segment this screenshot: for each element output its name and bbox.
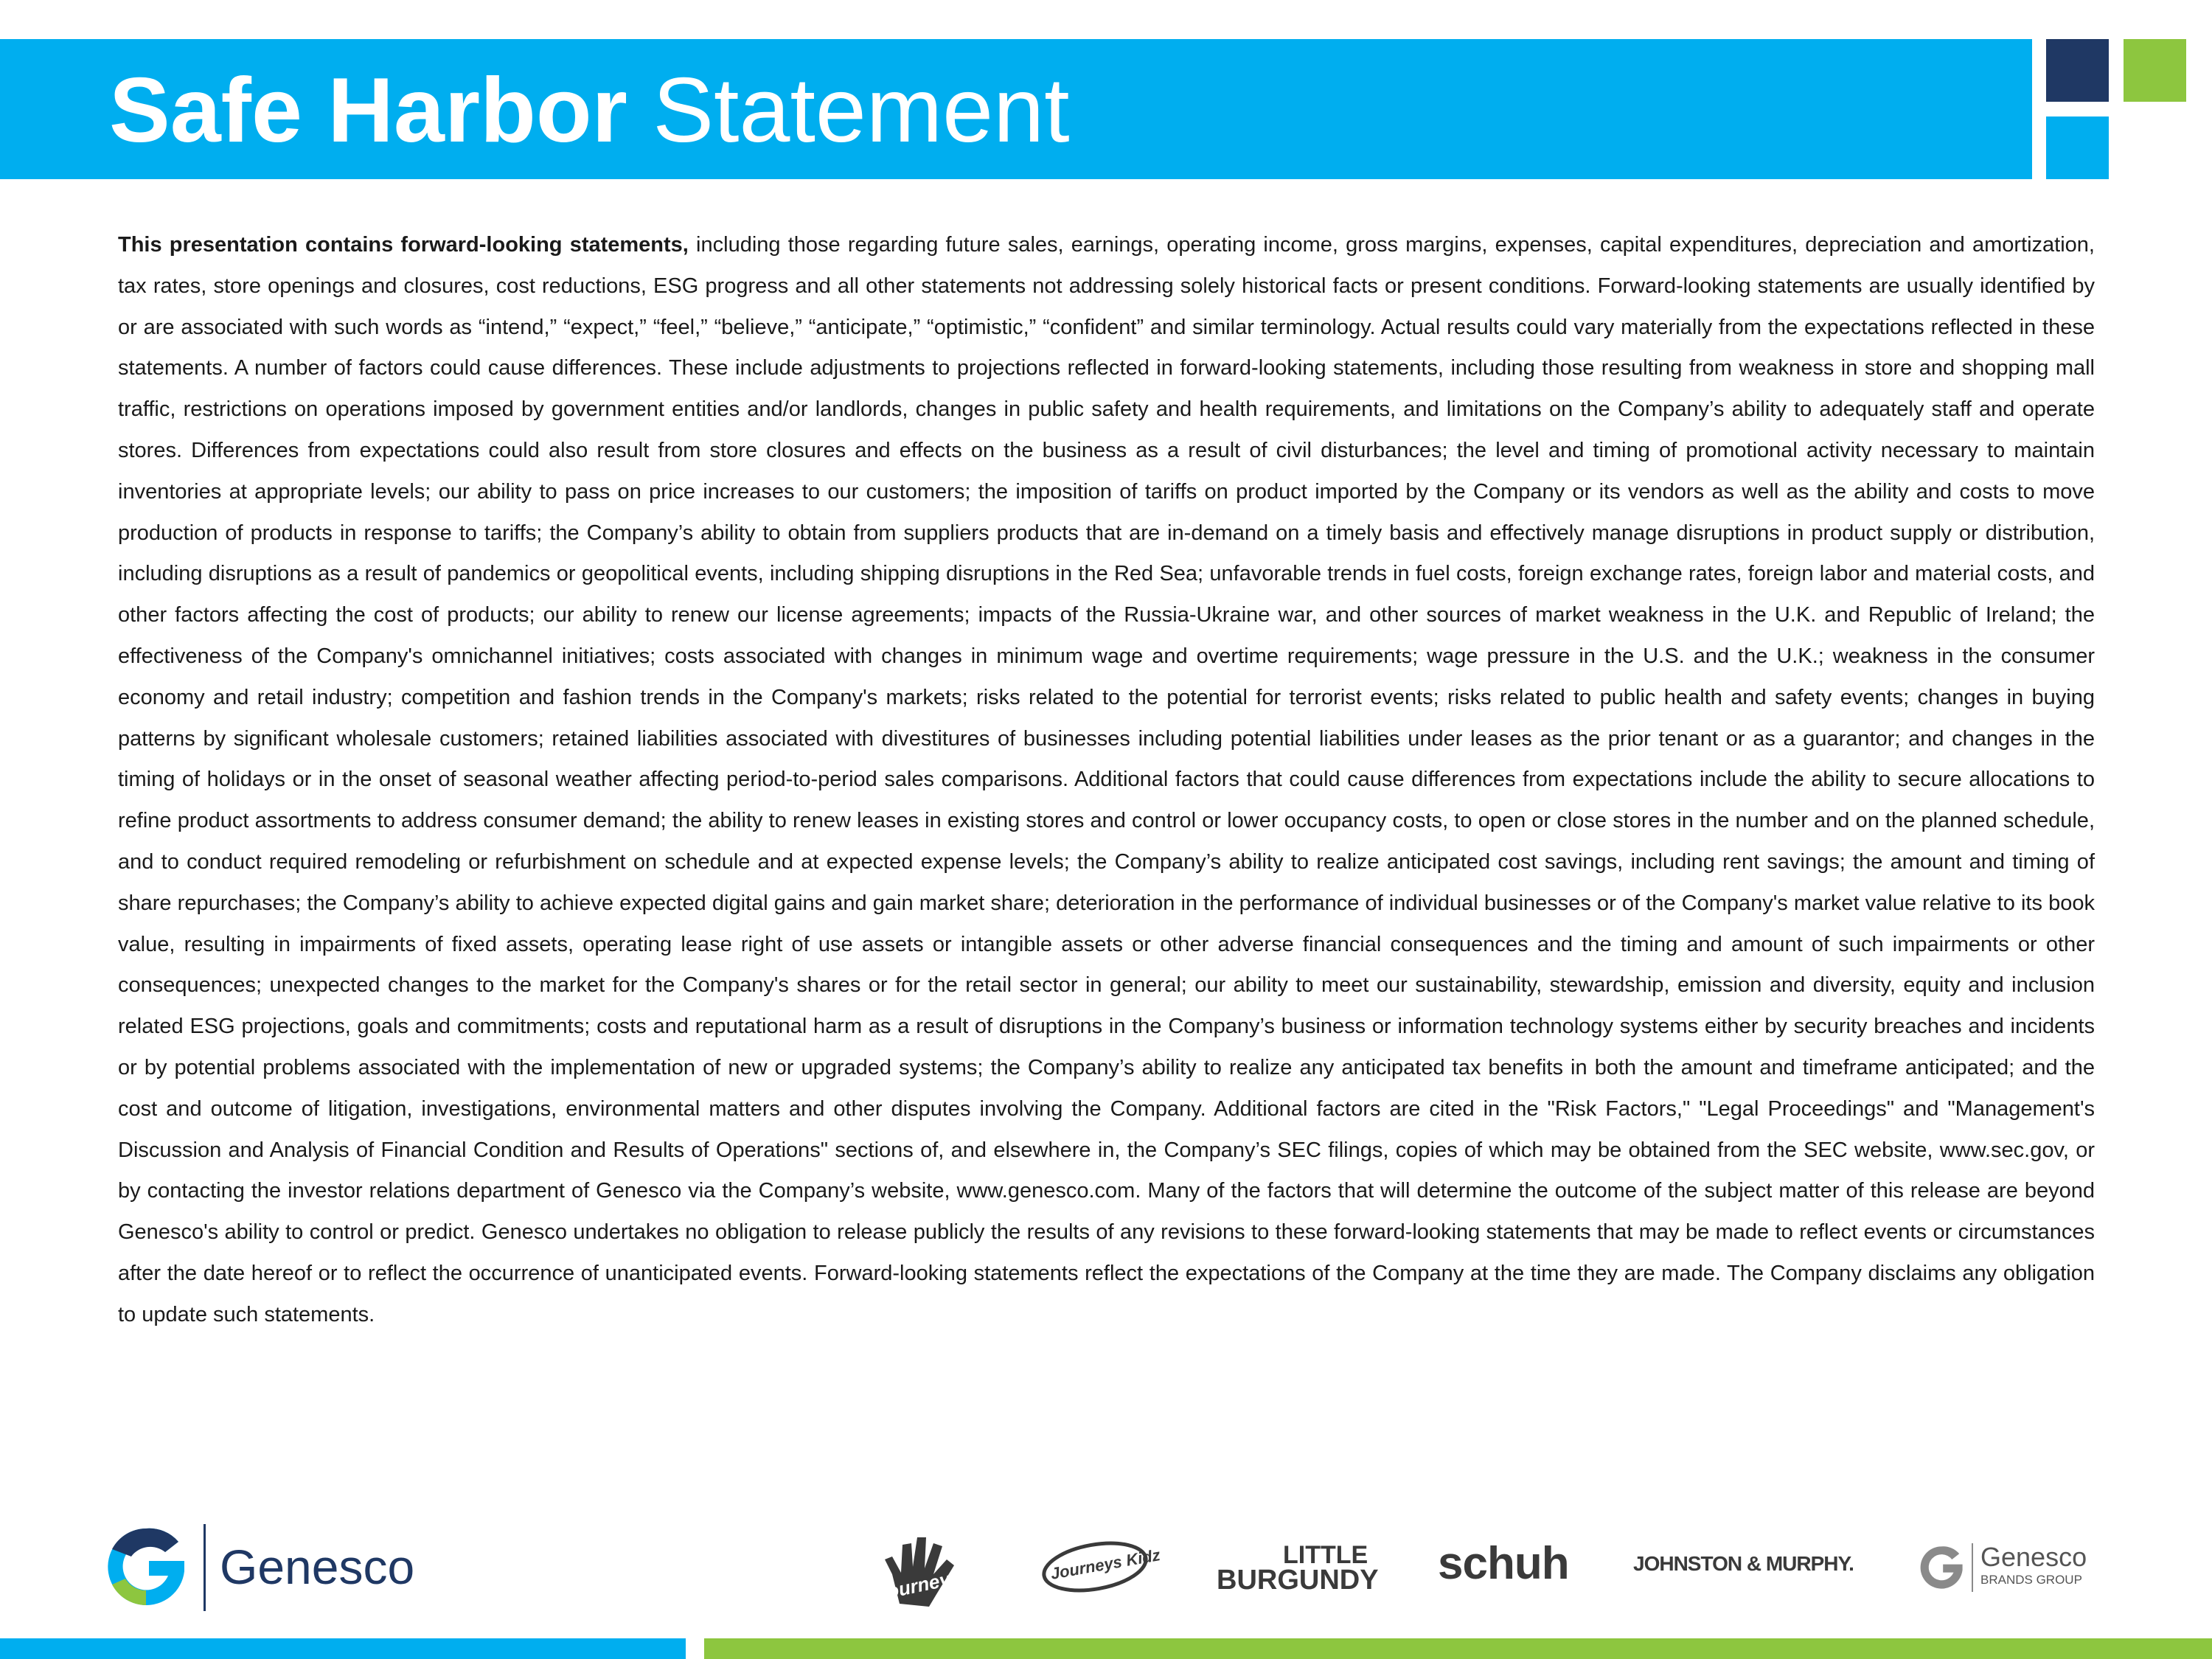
lead-sentence: This presentation contains forward-looking statements,: [118, 233, 689, 257]
journeys-wordmark: Journeys: [874, 1565, 963, 1605]
statement-text: including those regarding future sales, earnings, operating income, gross margins, expenses, capital expenditures, depreciation and amortization, tax rates, store openings and closures, cost reductions, ESG progress and all other statements not addressing solely historical facts or present conditions. Forward-looking statements are usually identified by or are associated with such words as “intend,” “expect,” “feel,” “believe,” “anticipate,” “optimistic,” “confident” and similar terminology. Actual results could vary materially from the expectations reflected in these statements. A number of factors could cause differences. These include adjustments to projections reflected in forward-looking statements, including those resulting from weakness in store and shopping mall traffic, restrictions on operations imposed by government entities and/or landlords, changes in public safety and health requirements, and limitations on the Company’s ability to adequately staff and operate stores. Differences from expectations could also result from store closures and effects on the business as a result of civil disturbances; the level and timing of promotional activity necessary to maintain inventories at appropriate levels; our ability to pass on price increases to our customers; the imposition of tariffs on product imported by the Company or its vendors as well as the ability and costs to move production of products in response to tariffs; the Company’s ability to obtain from suppliers products that are in-demand on a timely basis and effectively manage disruptions in product supply or distribution, including disruptions as a result of pandemics or geopolitical events, including shipping disruptions in the Red Sea; unfavorable trends in fuel costs, foreign exchange rates, foreign labor and material costs, and other factors affecting the cost of products; our ability to renew our license agreements; impacts of the Russia-Ukraine war, and other sources of market weakness in the U.K. and Republic of Ireland; the effectiveness of the Company's omnichannel initiatives; costs associated with changes in minimum wage and overtime requirements; wage pressure in the U.S. and the U.K.; weakness in the consumer economy and retail industry; competition and fashion trends in the Company's markets; risks related to the potential for terrorist events; risks related to public health and safety events; changes in buying patterns by significant wholesale customers; retained liabilities associated with divestitures of businesses including potential liabilities under leases as the prior tenant or as a guarantor; and changes in the timing of holidays or in the onset of seasonal weather affecting period-to-period sales comparisons. Additional factors that could cause differences from expectations include the ability to secure allocations to refine product assortments to address consumer demand; the ability to renew leases in existing stores and control or lower occupancy costs, to open or close stores in the number and on the planned schedule, and to conduct required remodeling or refurbishment on schedule and at expected expense levels; the Company’s ability to realize anticipated cost savings, including rent savings; the amount and timing of share repurchases; the Company’s ability to achieve expected digital gains and gain market share; deterioration in the performance of individual businesses or of the Company's market value relative to its book value, resulting in impairments of fixed assets, operating lease right of use assets or intangible assets or other adverse financial consequences and the timing and amount of such impairments or other consequences; unexpected changes to the market for the Company's shares or for the retail sector in general; our ability to meet our sustainability, stewardship, emission and diversity, equity and inclusion related ESG projections, goals and commitments; costs and reputational harm as a result of disruptions in the Company’s business or information technology systems either by security breaches and incidents or by potential problems associated with the implementation of new or upgraded systems; the Company’s ability to realize any anticipated tax benefits in both the amount and timeframe anticipated; and the cost and outcome of litigation, investigations, environmental matters and other disputes involving the Company. Additional factors are cited in the "Risk Factors," "Legal Proceedings" and "Management's Discussion and Analysis of Financial Condition and Results of Operations" sections of, and elsewhere in, the Company’s SEC filings, copies of which may be obtained from the SEC website, www.sec.gov, or by contacting the investor relations department of Genesco via the Company’s website, www.genesco.com. Many of the factors that will determine the outcome of the subject matter of this release are beyond Genesco's ability to control or predict. Genesco undertakes no obligation to release publicly the results of any revisions to these forward-looking statements that may be made to reflect events or circumstances after the date hereof or to reflect the occurrence of unanticipated events. Forward-looking statements reflect the expectations of the Company at the time they are made. The Company disclaims any obligation to update such statements.: [118, 233, 2095, 1326]
gbg-divider: [1972, 1543, 1973, 1592]
journeys-kidz-wordmark: Journeys Kidz: [1048, 1545, 1162, 1583]
genesco-g-icon: [102, 1523, 190, 1611]
title-regular: Statement: [653, 60, 1070, 161]
genesco-logo-divider: [204, 1524, 206, 1611]
johnston-murphy-logo: [1633, 1552, 1862, 1589]
johnston-murphy-wordmark: JOHNSTON & MURPHY.: [1633, 1552, 1854, 1575]
genesco-wordmark: Genesco: [220, 1540, 415, 1594]
genesco-brands-group-logo: [1917, 1539, 2109, 1598]
schuh-wordmark: schuh: [1438, 1538, 1569, 1589]
title-bold: Safe Harbor: [109, 60, 627, 161]
decor-square-green: [2124, 39, 2186, 102]
gbg-word-2: BRANDS GROUP: [1980, 1573, 2082, 1587]
footer-bar-green: [704, 1638, 2212, 1659]
genesco-logo: [102, 1523, 441, 1615]
decor-square-navy: [2046, 39, 2109, 102]
footer-bar-blue: [0, 1638, 686, 1659]
safe-harbor-paragraph: [118, 225, 2095, 1336]
journeys-kidz-logo: [1040, 1537, 1162, 1596]
journeys-logo: [870, 1530, 981, 1611]
gbg-g-icon: [1917, 1543, 1966, 1592]
little-burgundy-logo: [1217, 1541, 1379, 1600]
little-burgundy-word-2: BURGUNDY: [1217, 1565, 1379, 1596]
decor-square-blue: [2046, 116, 2109, 179]
schuh-logo: [1438, 1537, 1571, 1596]
gbg-word-1: Genesco: [1980, 1542, 2087, 1572]
little-burgundy-word-1: LITTLE: [1283, 1541, 1368, 1569]
page-title: [109, 52, 1070, 170]
brand-logos: [870, 1530, 2109, 1604]
